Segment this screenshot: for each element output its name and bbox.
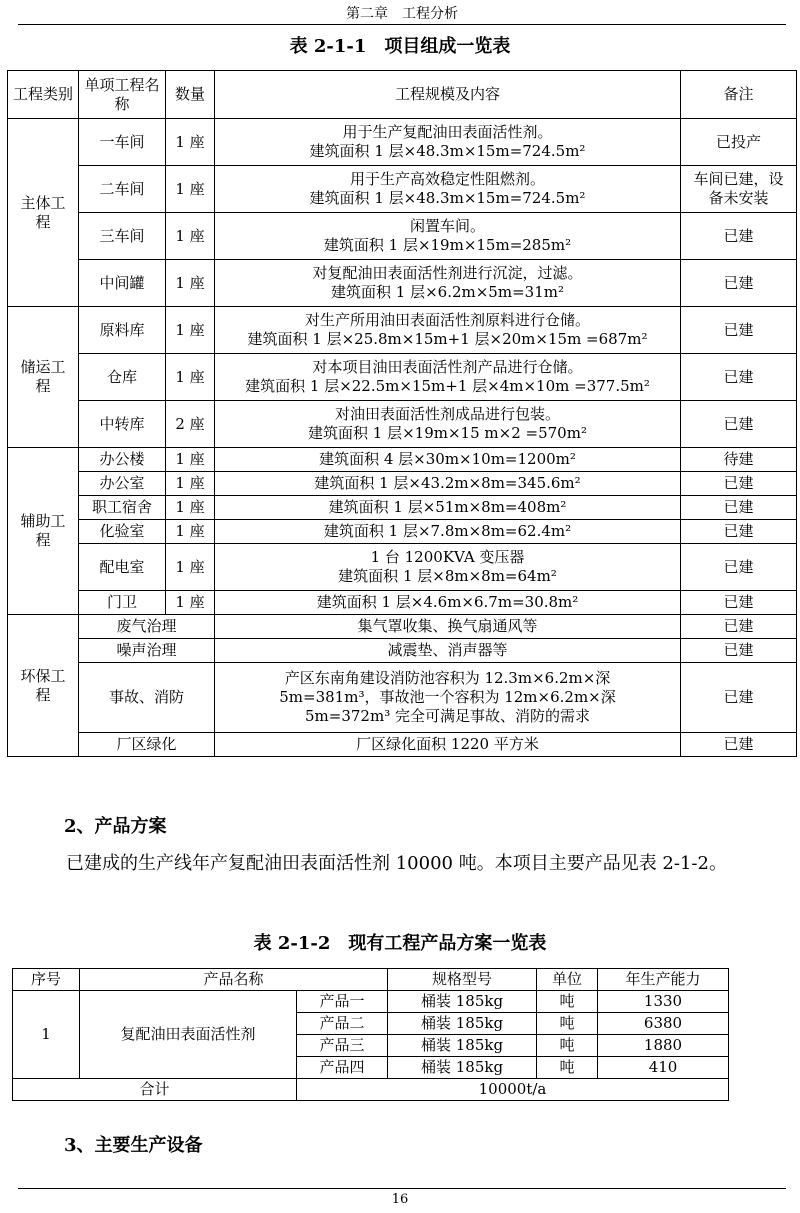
count-cell: 1 座 — [166, 119, 215, 166]
table2-total-row — [13, 1079, 729, 1101]
group-name-cell: 复配油田表面活性剂 — [80, 991, 297, 1079]
content-line: 建筑面积 1 层×48.3m×15m=724.5m² — [309, 142, 586, 160]
spec-cell: 桶装 185kg — [388, 1057, 537, 1079]
group-no-cell: 1 — [13, 991, 80, 1079]
item-cell: 二车间 — [79, 166, 166, 213]
note-cell: 已建 — [681, 663, 797, 733]
footer-rule — [18, 1188, 786, 1189]
content-line: 建筑面积 1 层×51m×8m=408m² — [328, 498, 567, 516]
item-cell: 配电室 — [79, 544, 166, 591]
unit-cell: 吨 — [537, 1035, 598, 1057]
content-cell — [215, 472, 681, 496]
unit-cell: 吨 — [537, 991, 598, 1013]
content-cell — [215, 260, 681, 307]
content-line: 建筑面积 1 层×6.2m×5m=31m² — [331, 283, 564, 301]
header-name: 产品名称 — [80, 969, 388, 991]
total-label: 合计 — [13, 1079, 297, 1101]
content-cell — [215, 213, 681, 260]
header-note: 备注 — [681, 71, 797, 119]
note-cell: 已建 — [681, 591, 797, 615]
content-line: 产区东南角建设消防池容积为 12.3m×6.2m×深 — [284, 669, 611, 687]
header-unit: 单位 — [537, 969, 598, 991]
section3-heading: 3、主要生产设备 — [64, 1135, 203, 1156]
item-cell: 门卫 — [79, 591, 166, 615]
table1-row — [8, 544, 797, 591]
unit-cell: 吨 — [537, 1013, 598, 1035]
content-cell — [215, 496, 681, 520]
content-line: 对复配油田表面活性剂进行沉淀，过滤。 — [312, 264, 583, 282]
content-cell — [215, 307, 681, 354]
note-cell: 已建 — [681, 307, 797, 354]
content-line: 建筑面积 1 层×7.8m×8m=62.4m² — [323, 522, 572, 540]
note-cell: 车间已建，设备未安装 — [681, 166, 797, 213]
category-cell: 主体工程 — [8, 119, 79, 307]
item-cell: 事故、消防 — [79, 663, 215, 733]
table1-row — [8, 496, 797, 520]
capacity-cell: 6380 — [598, 1013, 729, 1035]
capacity-cell: 410 — [598, 1057, 729, 1079]
content-cell — [215, 663, 681, 733]
table1-row — [8, 401, 797, 448]
spec-cell: 桶装 185kg — [388, 991, 537, 1013]
count-cell: 1 座 — [166, 166, 215, 213]
content-line: 建筑面积 1 层×19m×15 m×2 =570m² — [308, 424, 587, 442]
table1-row — [8, 119, 797, 166]
count-cell: 1 座 — [166, 354, 215, 401]
content-cell — [215, 544, 681, 591]
table1-row — [8, 472, 797, 496]
content-line: 集气罩收集、换气扇通风等 — [357, 617, 538, 635]
note-cell: 已建 — [681, 354, 797, 401]
content-line: 闲置车间。 — [409, 217, 485, 235]
content-cell — [215, 520, 681, 544]
content-line: 用于生产高效稳定性阻燃剂。 — [349, 170, 545, 188]
count-cell: 1 座 — [166, 448, 215, 472]
count-cell: 1 座 — [166, 472, 215, 496]
count-cell: 1 座 — [166, 544, 215, 591]
note-cell: 已投产 — [681, 119, 797, 166]
content-line: 建筑面积 1 层×8m×8m=64m² — [338, 567, 557, 585]
content-line: 5m=381m³，事故池一个容积为 12m×6.2m×深 — [279, 688, 616, 706]
table2-caption: 表 2-1-2 现有工程产品方案一览表 — [253, 933, 547, 954]
category-cell: 储运工程 — [8, 307, 79, 448]
table1-row — [8, 307, 797, 354]
item-cell: 废气治理 — [79, 615, 215, 639]
content-line: 厂区绿化面积 1220 平方米 — [356, 735, 539, 753]
note-cell: 已建 — [681, 401, 797, 448]
project-composition-table — [7, 70, 797, 757]
content-line: 建筑面积 1 层×48.3m×15m=724.5m² — [309, 189, 586, 207]
header-no: 序号 — [13, 969, 80, 991]
content-cell — [215, 639, 681, 663]
header-capacity: 年生产能力 — [598, 969, 729, 991]
product-cell: 产品三 — [297, 1035, 388, 1057]
unit-cell: 吨 — [537, 1057, 598, 1079]
category-cell: 环保工程 — [8, 615, 79, 757]
content-line: 建筑面积 1 层×19m×15m=285m² — [323, 236, 572, 254]
item-cell: 中转库 — [79, 401, 166, 448]
table1-row — [8, 520, 797, 544]
item-cell: 办公室 — [79, 472, 166, 496]
product-plan-table — [12, 968, 729, 1101]
count-cell: 1 座 — [166, 260, 215, 307]
content-line: 对油田表面活性剂成品进行包装。 — [334, 405, 560, 423]
table1-row — [8, 615, 797, 639]
capacity-cell: 1330 — [598, 991, 729, 1013]
header-content: 工程规模及内容 — [215, 71, 681, 119]
note-cell: 已建 — [681, 496, 797, 520]
table1-header-row — [8, 71, 797, 119]
content-line: 用于生产复配油田表面活性剂。 — [342, 123, 553, 141]
content-line: 建筑面积 4 层×30m×10m=1200m² — [319, 450, 576, 468]
content-line: 1 台 1200KVA 变压器 — [370, 548, 525, 566]
count-cell: 1 座 — [166, 496, 215, 520]
content-cell — [215, 591, 681, 615]
content-line: 建筑面积 1 层×25.8m×15m+1 层×20m×15m =687m² — [247, 330, 648, 348]
product-cell: 产品一 — [297, 991, 388, 1013]
count-cell: 1 座 — [166, 307, 215, 354]
note-cell: 已建 — [681, 733, 797, 757]
count-cell: 1 座 — [166, 520, 215, 544]
item-cell: 噪声治理 — [79, 639, 215, 663]
content-cell — [215, 401, 681, 448]
header-spec: 规格型号 — [388, 969, 537, 991]
spec-cell: 桶装 185kg — [388, 1013, 537, 1035]
table1-row — [8, 166, 797, 213]
page-header: 第二章 工程分析 — [18, 4, 786, 25]
header-item: 单项工程名称 — [79, 71, 166, 119]
table2-row — [13, 991, 729, 1013]
item-cell: 办公楼 — [79, 448, 166, 472]
note-cell: 已建 — [681, 472, 797, 496]
note-cell: 待建 — [681, 448, 797, 472]
table1-row — [8, 260, 797, 307]
table2-header-row — [13, 969, 729, 991]
table1-row — [8, 733, 797, 757]
page-number: 16 — [391, 1192, 409, 1207]
spec-cell: 桶装 185kg — [388, 1035, 537, 1057]
item-cell: 三车间 — [79, 213, 166, 260]
content-line: 建筑面积 1 层×4.6m×6.7m=30.8m² — [316, 593, 579, 611]
table1-row — [8, 213, 797, 260]
content-cell — [215, 119, 681, 166]
table1-caption: 表 2-1-1 项目组成一览表 — [289, 36, 511, 57]
item-cell: 中间罐 — [79, 260, 166, 307]
note-cell: 已建 — [681, 260, 797, 307]
note-cell: 已建 — [681, 520, 797, 544]
content-line: 对本项目油田表面活性剂产品进行仓储。 — [312, 358, 583, 376]
item-cell: 一车间 — [79, 119, 166, 166]
content-line: 建筑面积 1 层×22.5m×15m+1 层×4m×10m =377.5m² — [245, 377, 650, 395]
table1-row — [8, 639, 797, 663]
product-cell: 产品二 — [297, 1013, 388, 1035]
item-cell: 原料库 — [79, 307, 166, 354]
count-cell: 1 座 — [166, 213, 215, 260]
note-cell: 已建 — [681, 639, 797, 663]
item-cell: 职工宿舍 — [79, 496, 166, 520]
content-line: 减震垫、消声器等 — [387, 641, 508, 659]
note-cell: 已建 — [681, 544, 797, 591]
table1-row — [8, 591, 797, 615]
table1-row — [8, 448, 797, 472]
content-cell — [215, 733, 681, 757]
header-category: 工程类别 — [8, 71, 79, 119]
content-cell — [215, 354, 681, 401]
product-cell: 产品四 — [297, 1057, 388, 1079]
content-line: 对生产所用油田表面活性剂原料进行仓储。 — [304, 311, 590, 329]
note-cell: 已建 — [681, 615, 797, 639]
content-line: 建筑面积 1 层×43.2m×8m=345.6m² — [314, 474, 581, 492]
content-cell — [215, 448, 681, 472]
count-cell: 1 座 — [166, 591, 215, 615]
category-cell: 辅助工程 — [8, 448, 79, 615]
header-count: 数量 — [166, 71, 215, 119]
table1-row — [8, 663, 797, 733]
note-cell: 已建 — [681, 213, 797, 260]
content-cell — [215, 615, 681, 639]
item-cell: 仓库 — [79, 354, 166, 401]
item-cell: 化验室 — [79, 520, 166, 544]
capacity-cell: 1880 — [598, 1035, 729, 1057]
table1-row — [8, 354, 797, 401]
content-line: 5m=372m³ 完全可满足事故、消防的需求 — [305, 707, 590, 725]
item-cell: 厂区绿化 — [79, 733, 215, 757]
content-cell — [215, 166, 681, 213]
total-value: 10000t/a — [297, 1079, 729, 1101]
section2-heading: 2、产品方案 — [64, 816, 167, 837]
count-cell: 2 座 — [166, 401, 215, 448]
section2-paragraph: 已建成的生产线年产复配油田表面活性剂 10000 吨。本项目主要产品见表 2-1-2。 — [66, 853, 727, 874]
